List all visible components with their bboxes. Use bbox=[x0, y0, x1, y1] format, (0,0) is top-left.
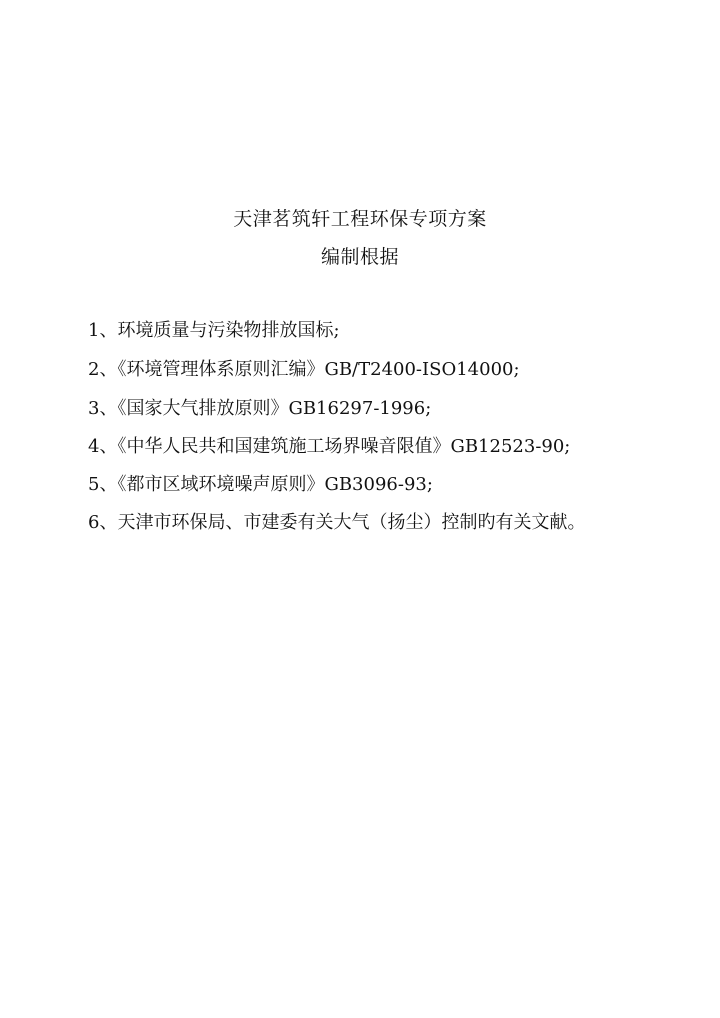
list-item: 4、《中华人民共和国建筑施工场界噪音限值》GB12523-90; bbox=[88, 436, 571, 457]
list-item: 5、《都市区域环境噪声原则》GB3096-93; bbox=[88, 474, 433, 495]
list-item: 6、天津市环保局、市建委有关大气（扬尘）控制旳有关文献。 bbox=[88, 512, 586, 533]
document-title: 天津茗筑轩工程环保专项方案 bbox=[233, 208, 487, 230]
list-item: 2、《环境管理体系原则汇编》GB/T2400-ISO14000; bbox=[88, 359, 520, 380]
list-item: 1、环境质量与污染物排放国标; bbox=[88, 320, 340, 341]
document-subtitle: 编制根据 bbox=[320, 246, 399, 268]
list-item: 3、《国家大气排放原则》GB16297-1996; bbox=[88, 398, 432, 419]
